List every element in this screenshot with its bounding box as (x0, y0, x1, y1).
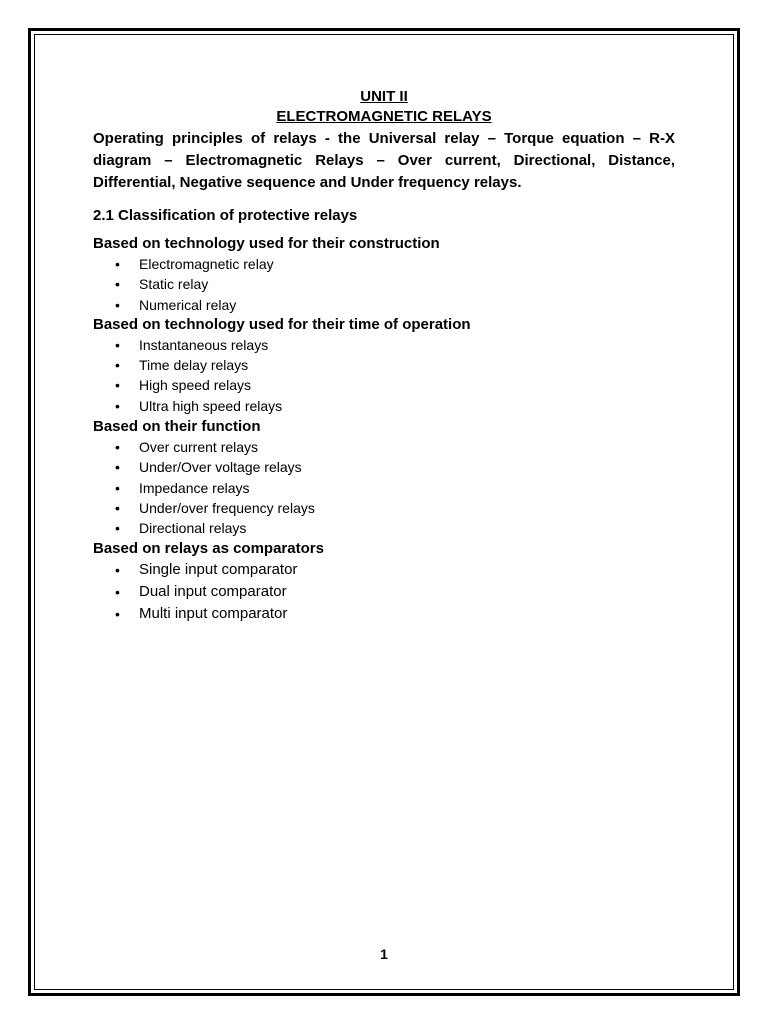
group-heading-comparators: Based on relays as comparators (93, 539, 324, 557)
list-item: • Time delay relays (93, 355, 675, 375)
list-function (93, 437, 675, 538)
unit-title: UNIT II (360, 88, 408, 105)
list-item: • Ultra high speed relays (93, 396, 675, 416)
list-construction (93, 254, 675, 315)
list-item: • Over current relays (93, 437, 675, 457)
list-item: • Multi input comparator (93, 603, 675, 625)
bullet-icon: • (115, 256, 120, 272)
list-item: • Dual input comparator (93, 581, 675, 603)
list-item: • High speed relays (93, 375, 675, 395)
bullet-icon: • (115, 336, 120, 353)
bullet-icon: • (115, 520, 120, 537)
bullet-icon: • (115, 357, 120, 374)
list-item: • Impedance relays (93, 478, 675, 498)
list-item: • Instantaneous relays (93, 335, 675, 355)
list-item: • Static relay (93, 274, 675, 294)
bullet-icon: • (115, 459, 120, 476)
list-time-of-operation (93, 335, 675, 416)
bullet-icon: • (115, 377, 120, 394)
list-item: • Single input comparator (93, 559, 675, 581)
list-item: • Electromagnetic relay (93, 254, 675, 274)
list-item: • Under/over frequency relays (93, 498, 675, 518)
syllabus-intro: Operating principles of relays - the Universal relay – Torque equation – R-X diagram – Electromagnetic Relays – Over current, Directional, Distance, Differential, Negative sequence and Under frequency relays. (93, 130, 675, 191)
section-title: 2.1 Classification of protective relays (93, 207, 358, 224)
document-body (93, 87, 675, 625)
bullet-icon: • (115, 479, 120, 496)
list-item: • Under/Over voltage relays (93, 457, 675, 477)
group-heading-time-of-operation: Based on technology used for their time of operation (93, 315, 471, 333)
bullet-icon: • (115, 583, 120, 600)
bullet-icon: • (115, 296, 120, 313)
bullet-icon: • (115, 499, 120, 516)
group-heading-function: Based on their function (93, 418, 261, 436)
bullet-icon: • (115, 397, 120, 414)
list-item: • Numerical relay (93, 295, 675, 315)
bullet-icon: • (115, 605, 120, 622)
bullet-icon: • (115, 439, 120, 456)
bullet-icon: • (115, 276, 120, 293)
page-number: 1 (380, 946, 388, 962)
bullet-icon: • (115, 561, 120, 578)
chapter-title: ELECTROMAGNETIC RELAYS (276, 108, 492, 125)
group-heading-construction: Based on technology used for their construction (93, 235, 440, 252)
list-item: • Directional relays (93, 518, 675, 538)
list-comparators (93, 559, 675, 625)
